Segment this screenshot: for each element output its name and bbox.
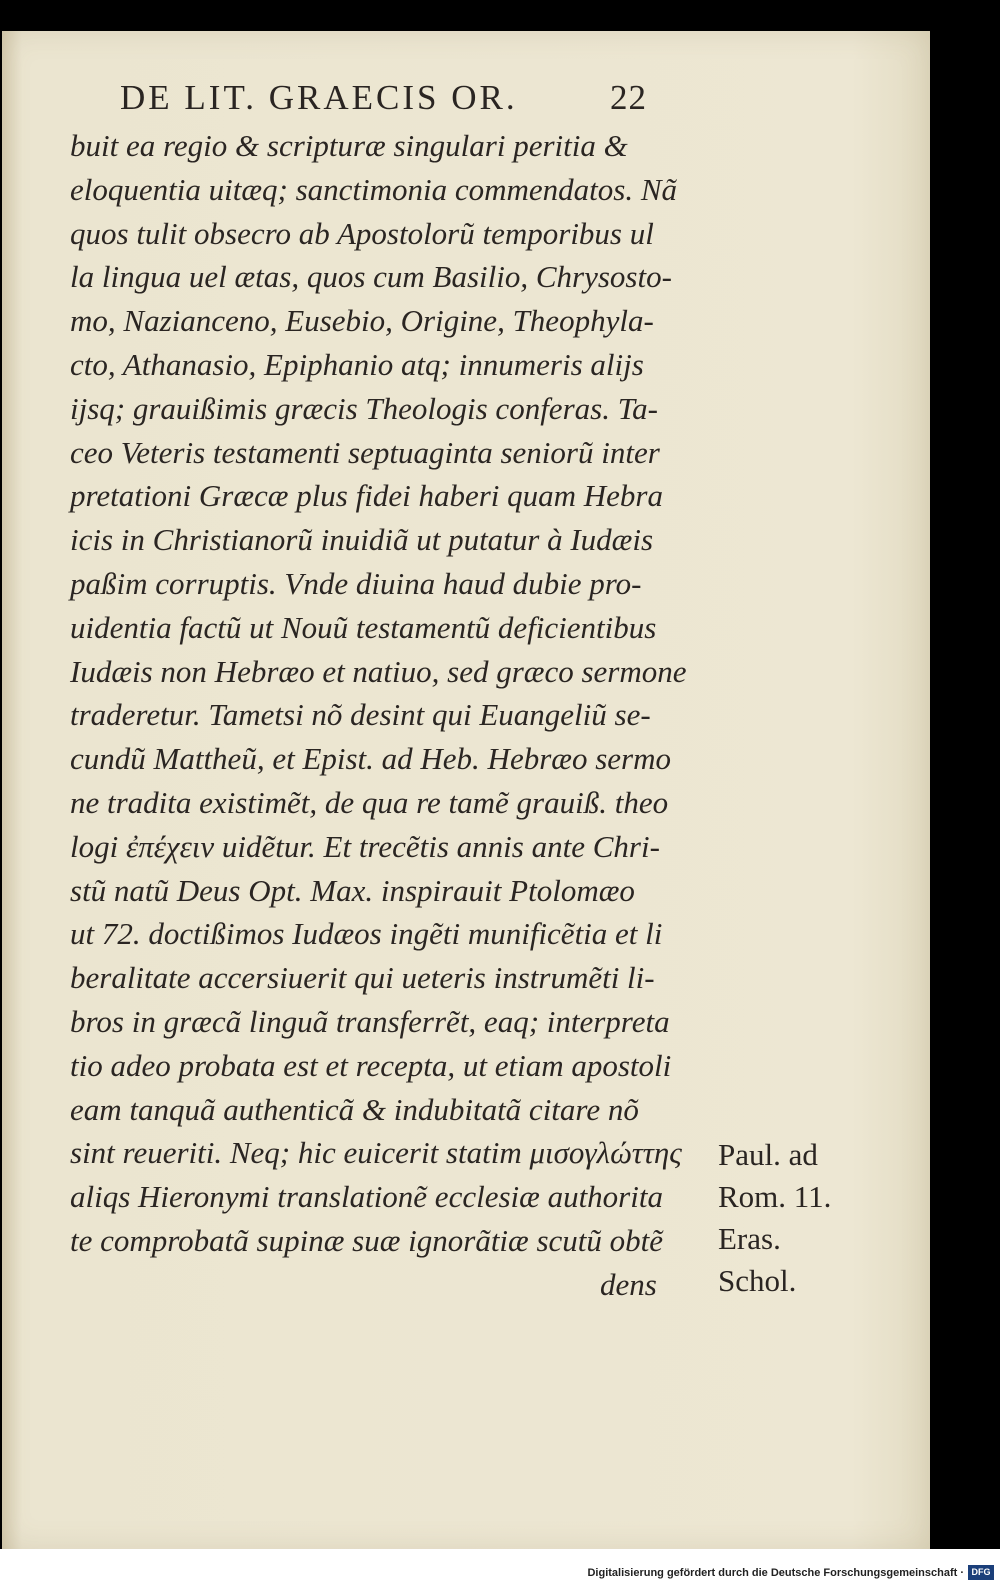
text-line: beralitate accersiuerit qui ueteris instrumẽti li- [70, 960, 655, 996]
page-number: 22 [610, 78, 647, 117]
text-line: te comprobatã supinæ suæ ignorãtiæ scutũ obtẽ [70, 1222, 664, 1258]
text-line: eloquentia uitæq; sanctimonia commendatos. Nã [70, 171, 678, 207]
text-line: Iudæis non Hebræo et natiuo, sed græco sermone [70, 653, 687, 689]
text-line: ne tradita existimẽt, de qua re tamẽ grauiß. theo [70, 784, 669, 820]
text-line: buit ea regio & scripturæ singulari peritia & [70, 128, 628, 163]
text-line: stũ natũ Deus Opt. Max. inspirauit Ptolomæo [70, 872, 635, 908]
text-line: ceo Veteris testamenti septuaginta seniorũ inter [70, 434, 660, 470]
text-line: la lingua uel ætas, quos cum Basilio, Chrysosto- [70, 259, 672, 295]
marginal-note-line: Rom. 11. [718, 1179, 832, 1214]
text-line: logi ἐπέχειν uidẽtur. Et trecẽtis annis ante Chri- [70, 828, 660, 864]
text-line: bros in græcã linguã transferrẽt, eaq; interpreta [70, 1003, 670, 1039]
text-line: aliqs Hieronymi translationẽ ecclesiæ authorita [70, 1179, 663, 1215]
marginal-note-line: Schol. [718, 1263, 797, 1298]
footer-credit: Digitalisierung gefördert durch die Deutsche Forschungsgemeinschaft · [587, 1567, 964, 1579]
marginal-note-line: Eras. [718, 1221, 781, 1256]
text-line: traderetur. Tametsi nõ desint qui Euangeliũ se- [70, 697, 651, 733]
marginal-note [718, 1134, 831, 1302]
text-line: pretationi Græcæ plus fidei haberi quam Hebra [70, 478, 663, 514]
text-line: quos tulit obsecro ab Apostolorũ temporibus ul [70, 215, 654, 251]
text-line: eam tanquã authenticã & indubitatã citare nõ [70, 1091, 639, 1127]
text-line: ijsq; grauißimis græcis Theologis conferas. Ta- [70, 390, 658, 426]
text-line: tio adeo probata est et recepta, ut etiam apostoli [70, 1047, 672, 1083]
marginal-note-line: Paul. ad [718, 1137, 818, 1172]
text-line: mo, Nazianceno, Eusebio, Origine, Theophyla- [70, 303, 654, 339]
text-line: uidentia factũ ut Nouũ testamentũ deficientibus [70, 609, 657, 645]
text-line: paßim corruptis. Vnde diuina haud dubie pro- [70, 565, 642, 601]
text-line: icis in Christianorũ inuidiã ut putatur à Iudæis [70, 522, 654, 558]
running-header [120, 78, 647, 118]
text-line: dens [600, 1266, 657, 1302]
text-line: sint reueriti. Neq; hic euicerit statim μισογλώττης [70, 1135, 682, 1171]
main-text-block [70, 124, 710, 1307]
text-line: cundũ Mattheũ, et Epist. ad Heb. Hebræo sermo [70, 741, 671, 777]
running-title: DE LIT. GRAECIS OR. [120, 78, 518, 117]
text-line: ut 72. doctißimos Iudæos ingẽti munificẽtia et li [70, 916, 663, 952]
text-line: cto, Athanasio, Epiphanio atq; innumeris alijs [70, 346, 644, 382]
dfg-logo: DFG [968, 1565, 994, 1580]
